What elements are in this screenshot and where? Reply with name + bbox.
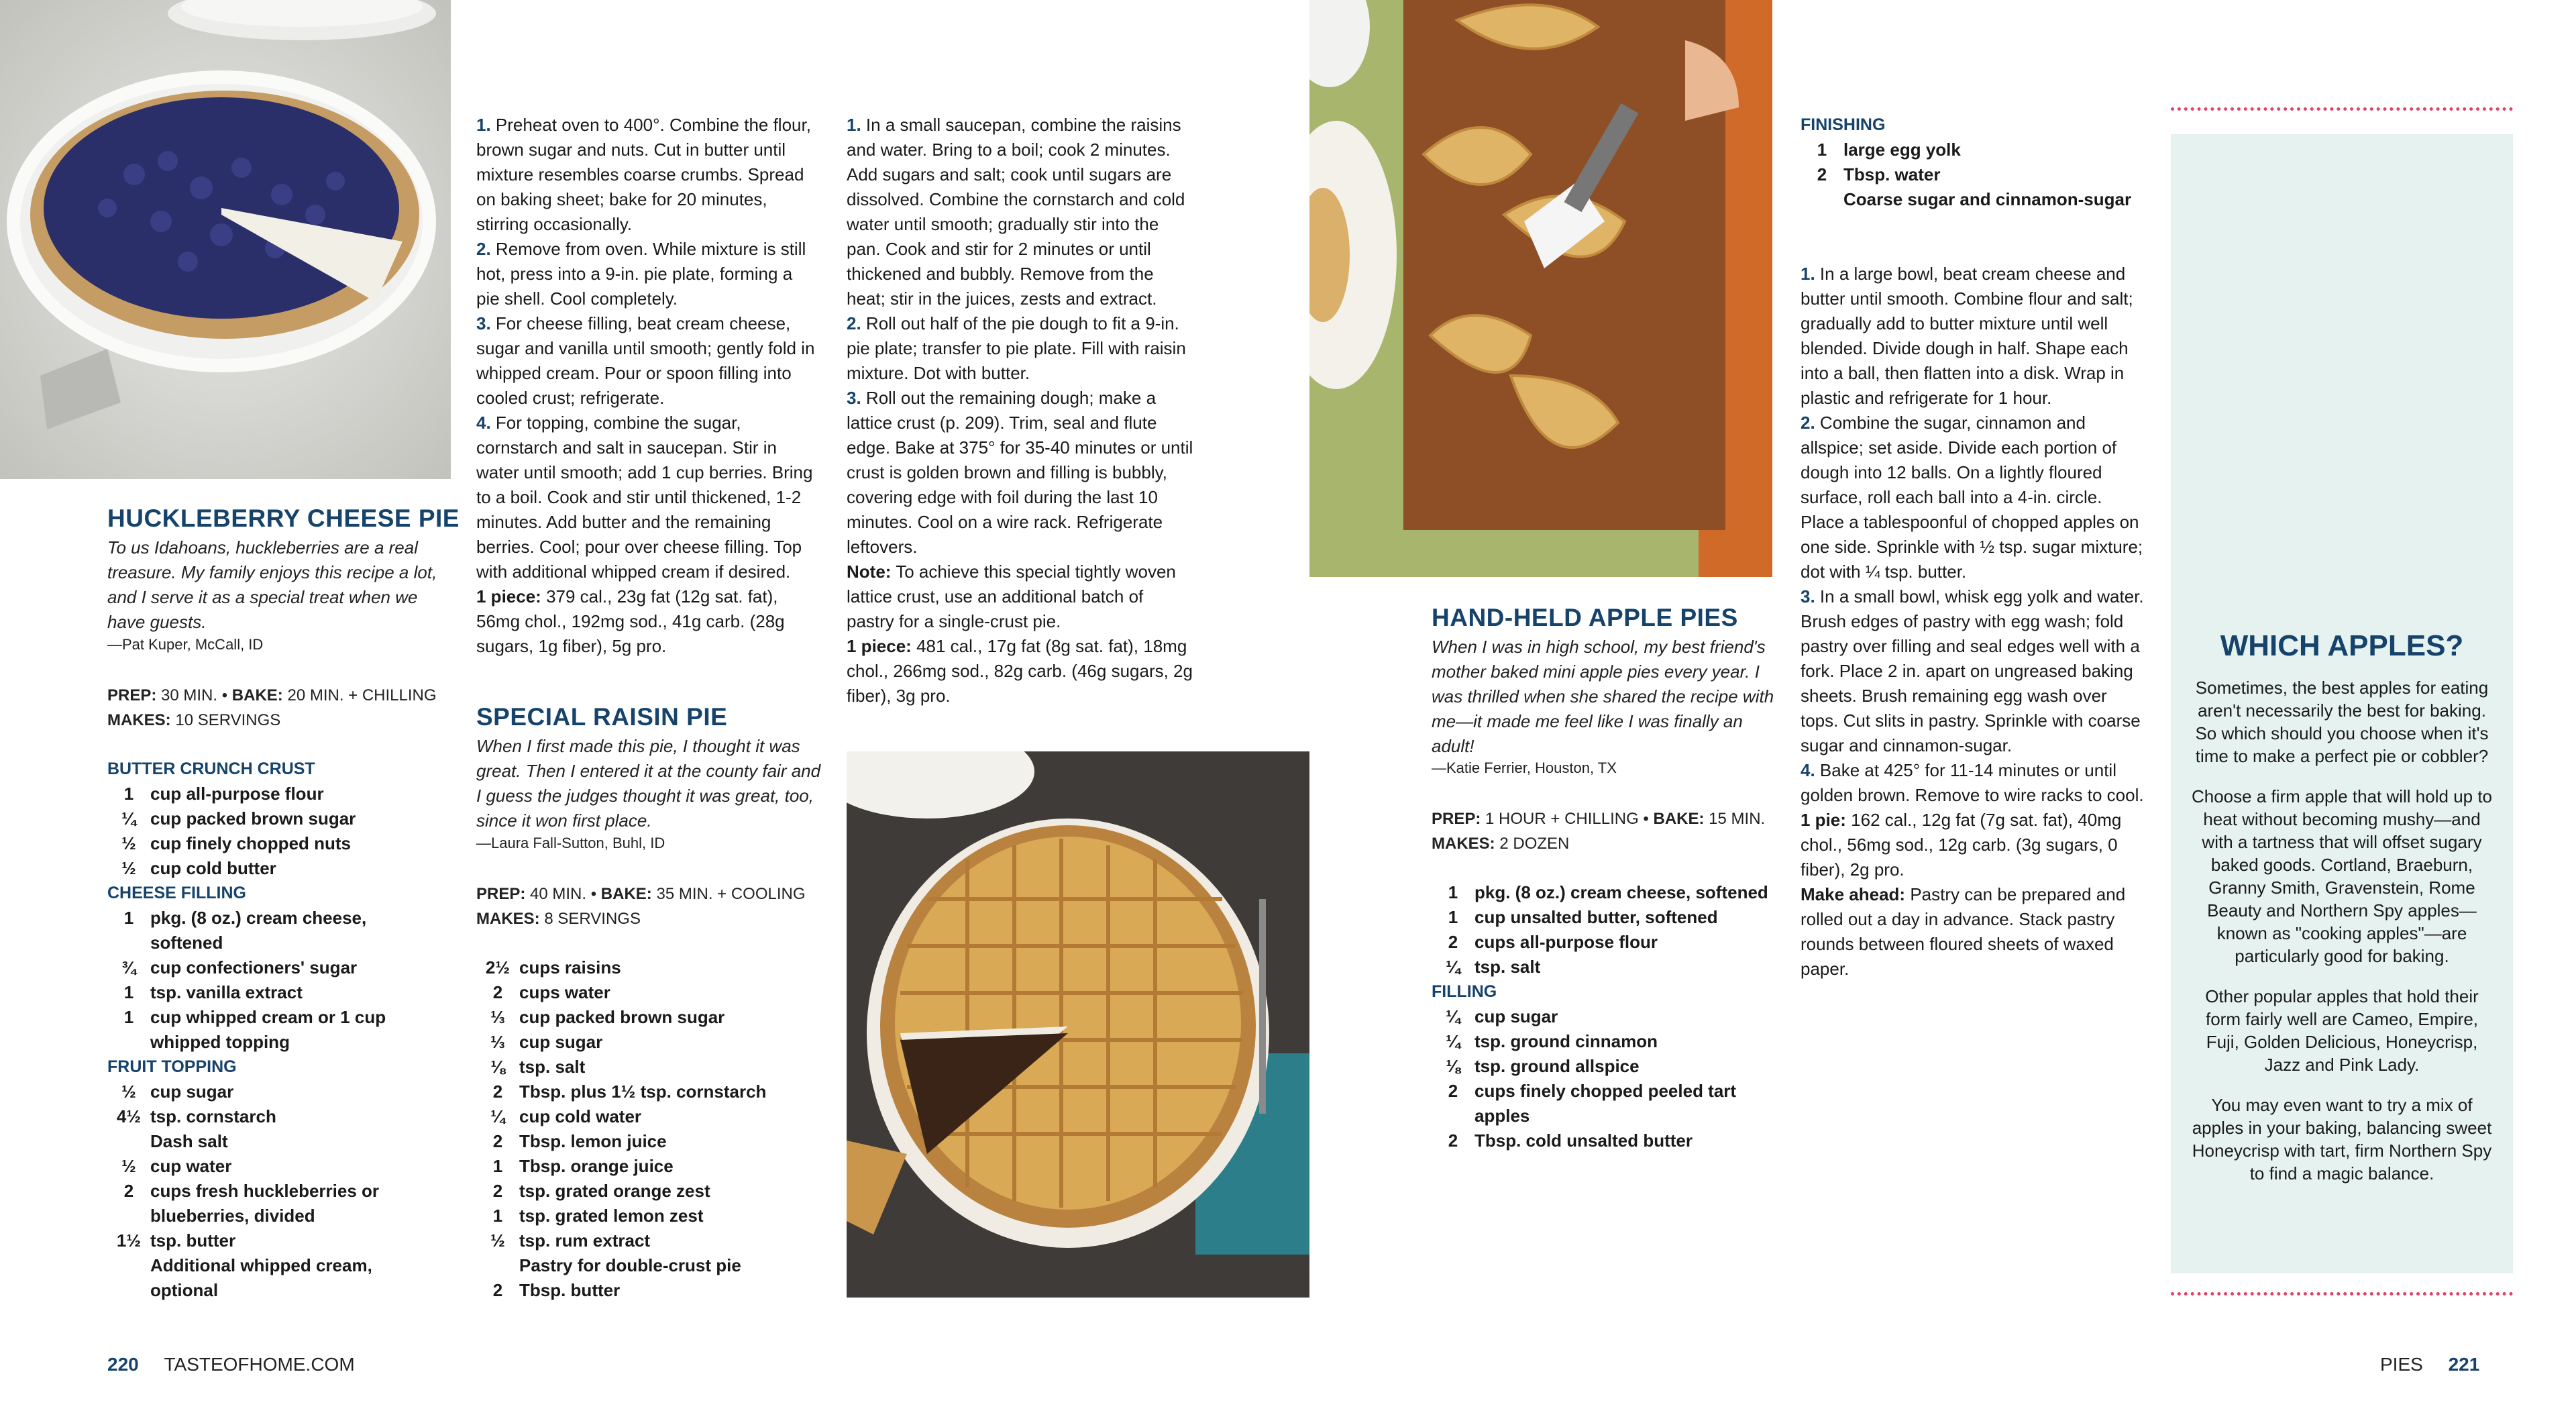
ingredient-text: cup packed brown sugar — [150, 808, 356, 829]
ingredient-row — [107, 980, 423, 1005]
ingredient-text: pkg. (8 oz.) cream cheese, softened — [1474, 882, 1768, 902]
ingredient-row — [107, 806, 423, 831]
ingredient-quantity: 2 — [492, 1131, 503, 1151]
step-number: 3. — [847, 388, 861, 408]
step-text: Combine the sugar, cinnamon and allspice; set aside. Divide each portion of dough into 12 balls. On a lightly floured surface, roll each ball into a 4-in. circle. Place a tablespoonful of chopped apples on one side. Sprinkle with ½ tsp. sugar mixture; dot with ¼ tsp. butter. — [1801, 413, 2143, 582]
ingredient-quantity: 1 — [123, 1007, 134, 1027]
ingredient-row — [107, 1129, 423, 1154]
bake-value: 15 MIN. — [1709, 810, 1766, 828]
site-name: TASTEOFHOME.COM — [164, 1354, 355, 1375]
ingredient-row — [476, 1129, 825, 1154]
ingredient-row — [476, 1104, 825, 1129]
ingredient-row — [107, 906, 423, 955]
ingredient-quantity: 1 — [123, 784, 134, 804]
ingredient-row — [107, 856, 423, 881]
direction-step — [847, 113, 1195, 311]
ingredient-quantity: 2 — [492, 982, 503, 1002]
ingredient-quantity: 4½ — [116, 1106, 142, 1126]
ingredient-group-heading: FRUIT TOPPING — [107, 1057, 237, 1076]
ingredient-quantity: 1 — [1448, 907, 1458, 927]
ingredient-row — [1432, 1054, 1780, 1079]
bottom-dotted-divider — [2171, 1292, 2513, 1296]
ingredient-text: cup cold butter — [150, 858, 276, 878]
ingredient-row — [1432, 1029, 1780, 1054]
ingredient-text: tsp. grated lemon zest — [519, 1206, 704, 1226]
ingredient-row — [1432, 1079, 1780, 1128]
ingredient-text: cup packed brown sugar — [519, 1007, 725, 1027]
ingredient-text: Tbsp. butter — [519, 1280, 621, 1300]
huckleberry-pie-photo — [0, 0, 451, 479]
ingredient-quantity: 2 — [492, 1181, 503, 1201]
ingredient-quantity: ⅛ — [1446, 1056, 1460, 1076]
nutrition-facts — [476, 584, 818, 659]
ingredient-row — [476, 1179, 825, 1204]
ingredient-quantity: ¼ — [1446, 1006, 1460, 1026]
step-text: In a large bowl, beat cream cheese and butter until smooth. Combine flour and salt; gradually add to butter mixture until well blended. Divide dough in half. Shape each into a ball, then flatten into a disk. Wrap in plastic and refrigerate for 1 hour. — [1801, 264, 2133, 408]
ingredient-quantity: 2 — [1448, 932, 1458, 952]
left-footer — [107, 1354, 355, 1375]
ingredient-text: Tbsp. lemon juice — [519, 1131, 667, 1151]
ingredient-text: cups raisins — [519, 957, 621, 978]
ingredient-row — [107, 831, 423, 856]
ingredient-text: cup water — [150, 1156, 232, 1176]
prep-label: PREP: — [1432, 810, 1481, 828]
ingredient-text: tsp. vanilla extract — [150, 982, 303, 1002]
ingredient-row — [476, 1030, 825, 1055]
ingredient-quantity: 2 — [1817, 164, 1827, 184]
direction-step — [476, 411, 818, 584]
direction-step — [847, 311, 1195, 386]
nutrition-facts-label: 1 pie: — [1801, 810, 1846, 830]
makes-label: MAKES: — [1432, 835, 1495, 853]
recipe-note-text: To achieve this special tightly woven lattice crust, use an additional batch of pastry for a single-crust pie. — [847, 562, 1176, 631]
raisin-pie-photo — [847, 751, 1309, 1298]
section-name: PIES — [2380, 1354, 2423, 1375]
ingredient-text: cup confectioners' sugar — [150, 957, 358, 978]
direction-step — [476, 237, 818, 311]
ingredient-quantity: ¼ — [1446, 1031, 1460, 1051]
huckleberry-byline: —Pat Kuper, McCall, ID — [107, 636, 264, 653]
prep-value: 1 HOUR + CHILLING • — [1485, 810, 1654, 828]
huckleberry-ingredients — [107, 757, 423, 1303]
ingredient-row — [1801, 138, 2149, 162]
makes-label: MAKES: — [476, 910, 540, 928]
ingredient-quantity: 2 — [492, 1280, 503, 1300]
ingredient-quantity: 1 — [492, 1206, 503, 1226]
ingredient-quantity: ⅓ — [490, 1007, 505, 1027]
handheld-title: HAND-HELD APPLE PIES — [1432, 604, 1738, 631]
ingredient-row — [107, 1005, 423, 1055]
nutrition-facts-label: 1 piece: — [476, 586, 541, 606]
ingredient-text: cup finely chopped nuts — [150, 833, 352, 853]
raisin-meta — [476, 882, 825, 931]
ingredient-row — [1432, 1128, 1780, 1153]
make-ahead-tip-text: Pastry can be prepared and rolled out a day in advance. Stack pastry rounds between floured sheets of waxed paper. — [1801, 884, 2126, 979]
ingredient-text: pkg. (8 oz.) cream cheese, softened — [150, 908, 367, 953]
ingredient-row — [107, 1179, 423, 1228]
step-text: In a small saucepan, combine the raisins and water. Bring to a boil; cook 2 minutes. Add sugars and salt; cook until sugars are dissolved. Combine the cornstarch and cold water until smooth; gradually stir into the pan. Cook and stir for 2 minutes or until thickened and bubbly. Remove from the heat; stir in the juices, zests and extract. — [847, 115, 1185, 309]
step-number: 4. — [476, 413, 491, 433]
ingredient-quantity — [1801, 187, 1843, 212]
direction-step — [1801, 758, 2149, 808]
step-text: Bake at 425° for 11-14 minutes or until golden brown. Remove to wire racks to cool. — [1801, 760, 2144, 805]
ingredient-quantity: ½ — [121, 858, 136, 878]
nutrition-facts-text: 162 cal., 12g fat (7g sat. fat), 40mg chol., 56mg sod., 12g carb. (3g sugars, 0 fiber), 2g pro. — [1801, 810, 2122, 880]
ingredient-row — [476, 1228, 825, 1253]
step-number: 2. — [476, 239, 491, 259]
ingredient-quantity: 2 — [492, 1081, 503, 1102]
ingredient-quantity: 2½ — [485, 957, 511, 978]
ingredient-quantity: 1½ — [116, 1230, 142, 1251]
ingredient-quantity — [107, 1253, 150, 1303]
ingredient-row — [476, 1005, 825, 1030]
ingredient-row — [1432, 955, 1780, 980]
sidebar-paragraph: Choose a firm apple that will hold up to heat without becoming mushy—and with a tartness that will offset sugary baked goods. Cortland, Braeburn, Granny Smith, Gravenstein, Rome Beauty and Northern Spy apples—known as "cooking apples"—are particularly good for baking. — [2191, 786, 2493, 966]
ingredient-quantity: ½ — [121, 1156, 136, 1176]
bake-value: 20 MIN. + CHILLING — [287, 686, 437, 704]
ingredient-text: cup unsalted butter, softened — [1474, 907, 1718, 927]
handheld-byline: —Katie Ferrier, Houston, TX — [1432, 759, 1617, 776]
step-number: 1. — [1801, 264, 1815, 284]
ingredient-text: cups finely chopped peeled tart apples — [1474, 1081, 1737, 1126]
step-number: 1. — [847, 115, 861, 135]
ingredient-row — [1432, 880, 1780, 905]
ingredient-text: Dash salt — [150, 1131, 228, 1151]
ingredient-row — [476, 1278, 825, 1303]
ingredient-quantity: ½ — [490, 1230, 505, 1251]
nutrition-facts — [847, 634, 1195, 708]
ingredient-row — [476, 1154, 825, 1179]
makes-value: 8 SERVINGS — [544, 910, 641, 928]
step-number: 3. — [476, 313, 491, 333]
ingredient-text: cup sugar — [519, 1032, 603, 1052]
ingredient-row — [476, 1253, 825, 1278]
ingredient-group-heading: FILLING — [1432, 982, 1497, 1001]
ingredient-row — [1432, 1004, 1780, 1029]
step-number: 2. — [1801, 413, 1815, 433]
step-text: For cheese filling, beat cream cheese, sugar and vanilla until smooth; gently fold in whipped cream. Pour or spoon filling into cooled crust; refrigerate. — [476, 313, 815, 408]
direction-step — [1801, 262, 2149, 411]
bake-value: 35 MIN. + COOLING — [656, 885, 806, 903]
ingredient-text: cups all-purpose flour — [1474, 932, 1658, 952]
ingredient-row — [476, 955, 825, 980]
prep-label: PREP: — [476, 885, 526, 903]
ingredient-row — [107, 1154, 423, 1179]
ingredient-row — [476, 980, 825, 1005]
nutrition-facts-text: 481 cal., 17g fat (8g sat. fat), 18mg chol., 266mg sod., 82g carb. (46g sugars, 2g fiber), 3g pro. — [847, 636, 1193, 706]
ingredient-text: Tbsp. orange juice — [519, 1156, 674, 1176]
make-ahead-tip-label: Make ahead: — [1801, 884, 1906, 904]
ingredient-text: Coarse sugar and cinnamon-sugar — [1843, 189, 2132, 209]
step-text: Roll out half of the pie dough to fit a 9-in. pie plate; transfer to pie plate. Fill with raisin mixture. Dot with butter. — [847, 313, 1186, 383]
ingredient-quantity: ½ — [121, 833, 136, 853]
ingredient-quantity: ⅛ — [490, 1057, 505, 1077]
ingredient-quantity: 1 — [1448, 882, 1458, 902]
makes-value: 2 DOZEN — [1499, 835, 1570, 853]
handheld-meta — [1432, 806, 1780, 856]
ingredient-quantity: 2 — [1448, 1130, 1458, 1151]
recipe-note — [847, 560, 1195, 634]
top-dotted-divider — [2171, 107, 2513, 111]
ingredient-text: Tbsp. plus 1½ tsp. cornstarch — [519, 1081, 767, 1102]
step-text: Preheat oven to 400°. Combine the flour, brown sugar and nuts. Cut in butter until mixture resembles coarse crumbs. Spread on baking sheet; bake for 20 minutes, stirring occasionally. — [476, 115, 811, 234]
ingredient-text: cup all-purpose flour — [150, 784, 324, 804]
makes-value: 10 SERVINGS — [175, 711, 281, 729]
ingredient-text: cup sugar — [150, 1081, 234, 1102]
nutrition-facts — [1801, 808, 2149, 882]
ingredient-text: cup whipped cream or 1 cup whipped topping — [150, 1007, 386, 1052]
ingredient-text: cup cold water — [519, 1106, 642, 1126]
ingredient-row — [1432, 905, 1780, 930]
handheld-ingredients — [1432, 880, 1780, 1153]
sidebar-text — [2191, 676, 2493, 1202]
ingredient-row — [1801, 187, 2149, 212]
sidebar-title: WHICH APPLES? — [2220, 629, 2464, 662]
ingredient-quantity: ¾ — [121, 957, 136, 978]
ingredient-text: tsp. cornstarch — [150, 1106, 276, 1126]
prep-value: 40 MIN. • — [530, 885, 601, 903]
ingredient-row — [1432, 930, 1780, 955]
page-number-right: 221 — [2448, 1354, 2480, 1375]
direction-step — [476, 113, 818, 237]
ingredient-quantity: 1 — [492, 1156, 503, 1176]
ingredient-quantity: 1 — [1817, 140, 1827, 160]
right-footer — [2380, 1354, 2479, 1375]
raisin-intro: When I first made this pie, I thought it was great. Then I entered it at the county fair and I guess the judges thought it was great, too, since it won first place. — [476, 736, 821, 831]
ingredient-text: tsp. salt — [1474, 957, 1541, 977]
ingredient-text: tsp. butter — [150, 1230, 236, 1251]
raisin-title: SPECIAL RAISIN PIE — [476, 703, 728, 731]
ingredient-row — [107, 1253, 423, 1303]
step-text: Remove from oven. While mixture is still hot, press into a 9-in. pie plate, forming a pie shell. Cool completely. — [476, 239, 806, 309]
ingredient-group-heading: CHEESE FILLING — [107, 884, 246, 902]
direction-step — [847, 386, 1195, 560]
makes-label: MAKES: — [107, 711, 171, 729]
ingredient-row — [107, 782, 423, 806]
ingredient-text: cups fresh huckleberries or blueberries, divided — [150, 1181, 380, 1226]
huckleberry-title: HUCKLEBERRY CHEESE PIE — [107, 505, 460, 532]
ingredient-row — [476, 1079, 825, 1104]
ingredient-text: Pastry for double-crust pie — [519, 1255, 741, 1275]
ingredient-text: Tbsp. cold unsalted butter — [1474, 1130, 1693, 1151]
ingredient-row — [476, 1055, 825, 1079]
ingredient-quantity: 2 — [123, 1181, 134, 1201]
ingredient-quantity — [476, 1253, 519, 1278]
bake-label: BAKE: — [1653, 810, 1705, 828]
huckleberry-directions — [476, 113, 818, 659]
step-number: 3. — [1801, 586, 1815, 606]
ingredient-row — [107, 1228, 423, 1253]
ingredient-text: large egg yolk — [1843, 140, 1961, 160]
ingredient-text: cup sugar — [1474, 1006, 1558, 1026]
step-number: 2. — [847, 313, 861, 333]
handheld-finishing-ingredients — [1801, 113, 2149, 212]
raisin-byline: —Laura Fall-Sutton, Buhl, ID — [476, 835, 665, 851]
ingredient-row — [107, 955, 423, 980]
ingredient-text: Additional whipped cream, optional — [150, 1255, 372, 1300]
ingredient-quantity: ½ — [121, 1081, 136, 1102]
ingredient-group-heading: BUTTER CRUNCH CRUST — [107, 759, 315, 778]
make-ahead-tip — [1801, 882, 2149, 982]
ingredient-text: tsp. grated orange zest — [519, 1181, 710, 1201]
bake-label: BAKE: — [231, 686, 283, 704]
ingredient-quantity: ¼ — [1446, 957, 1460, 977]
step-number: 4. — [1801, 760, 1815, 780]
ingredient-quantity: ⅓ — [490, 1032, 505, 1052]
step-text: For topping, combine the sugar, cornstarch and salt in saucepan. Stir in water until smooth; add 1 cup berries. Bring to a boil. Cook and stir until thickened, 1-2 minutes. Add butter and the remaining berries. Cool; pour over cheese filling. Top with additional whipped cream if desired. — [476, 413, 813, 582]
ingredient-row — [476, 1204, 825, 1228]
direction-step — [1801, 411, 2149, 584]
nutrition-facts-label: 1 piece: — [847, 636, 912, 656]
step-text: In a small bowl, whisk egg yolk and water. Brush edges of pastry with egg wash; fold pastry over filling and seal edges well with a fork. Place 2 in. apart on ungreased baking sheets. Brush remaining egg wash over tops. Cut slits in pastry. Sprinkle with coarse sugar and cinnamon-sugar. — [1801, 586, 2144, 755]
sidebar-paragraph: Other popular apples that hold their form fairly well are Cameo, Empire, Fuji, Golden Delicious, Honeycrisp, Jazz and Pink Lady. — [2205, 986, 2479, 1075]
ingredient-text: Tbsp. water — [1843, 164, 1941, 184]
ingredient-quantity: 1 — [123, 982, 134, 1002]
prep-value: 30 MIN. • — [161, 686, 232, 704]
direction-step — [1801, 584, 2149, 758]
ingredient-quantity: ¼ — [121, 808, 136, 829]
ingredient-text: tsp. ground allspice — [1474, 1056, 1640, 1076]
ingredient-quantity: 2 — [1448, 1081, 1458, 1101]
bake-label: BAKE: — [600, 885, 652, 903]
ingredient-text: tsp. ground cinnamon — [1474, 1031, 1658, 1051]
recipe-note-label: Note: — [847, 562, 892, 582]
ingredient-row — [107, 1104, 423, 1129]
step-number: 1. — [476, 115, 491, 135]
ingredient-quantity: 1 — [123, 908, 134, 928]
nutrition-facts-text: 379 cal., 23g fat (12g sat. fat), 56mg chol., 192mg sod., 41g carb. (28g sugars, 1g fiber), 5g pro. — [476, 586, 785, 656]
huckleberry-meta — [107, 683, 443, 733]
step-text: Roll out the remaining dough; make a lattice crust (p. 209). Trim, seal and flute edge. Bake at 375° for 35-40 minutes or until crust is golden brown and filling is bubbly, covering edge with foil during the last 10 minutes. Cool on a wire rack. Refrigerate leftovers. — [847, 388, 1193, 557]
handheld-intro: When I was in high school, my best friend's mother baked mini apple pies every year. I was thrilled when she shared the recipe with me—it made me feel like I was finally an adult! — [1432, 637, 1774, 756]
ingredient-text: cups water — [519, 982, 610, 1002]
ingredient-group-heading: FINISHING — [1801, 115, 1886, 134]
ingredient-text: tsp. rum extract — [519, 1230, 651, 1251]
prep-label: PREP: — [107, 686, 157, 704]
handheld-directions — [1801, 262, 2149, 982]
huckleberry-intro: To us Idahoans, huckleberries are a real treasure. My family enjoys this recipe a lot, and I serve it as a special treat when we have guests. — [107, 537, 437, 632]
sidebar-paragraph: Sometimes, the best apples for eating aren't necessarily the best for baking. So which should you choose when it's time to make a perfect pie or cobbler? — [2195, 678, 2489, 766]
ingredient-text: tsp. salt — [519, 1057, 586, 1077]
ingredient-quantity: ¼ — [490, 1106, 505, 1126]
hand-held-apple-pies-photo — [1309, 0, 1772, 577]
raisin-directions — [847, 113, 1195, 708]
raisin-ingredients — [476, 955, 825, 1303]
ingredient-row — [1801, 162, 2149, 187]
ingredient-row — [107, 1079, 423, 1104]
ingredient-quantity — [107, 1129, 150, 1154]
sidebar-paragraph: You may even want to try a mix of apples in your baking, balancing sweet Honeycrisp with tart, firm Northern Spy to find a magic balance. — [2192, 1095, 2492, 1183]
direction-step — [476, 311, 818, 411]
page-number-left: 220 — [107, 1354, 139, 1375]
